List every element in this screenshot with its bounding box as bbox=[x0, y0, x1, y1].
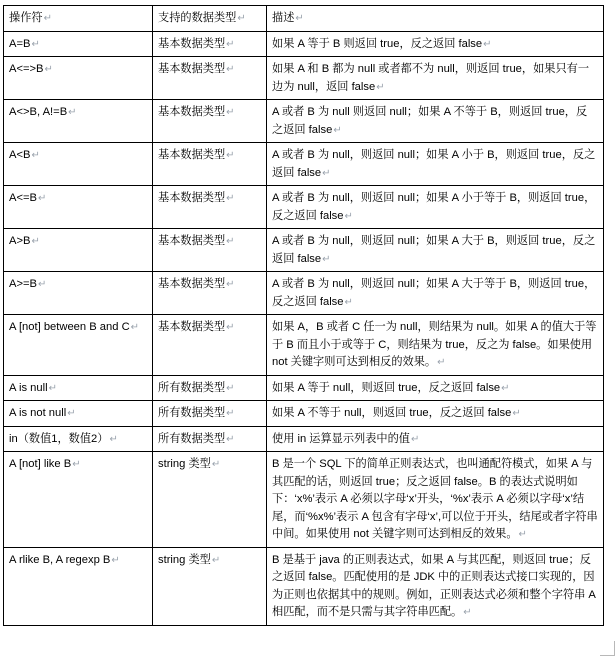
paragraph-mark-icon: ↵ bbox=[226, 433, 235, 445]
paragraph-mark-icon: ↵ bbox=[211, 459, 221, 470]
cell-operator-text: A is null bbox=[9, 381, 48, 394]
paragraph-mark-icon: ↵ bbox=[68, 107, 77, 118]
cell-datatype-text: 基本数据类型 bbox=[158, 149, 226, 161]
column-header-description-text: 描述 bbox=[272, 12, 295, 24]
paragraph-mark-icon: ↵ bbox=[333, 124, 342, 136]
cell-description-text: 如果 A，B 或者 C 任一为 null，则结果为 null。如果 A 的值大于等于 B 而且小于或等于 C，则结果为 true，反之为 false。如果使用 not 关键字则可达到相反的效果。 bbox=[272, 321, 597, 368]
table-row bbox=[4, 315, 604, 376]
cell-datatype bbox=[153, 401, 267, 427]
cell-operator-text: A<=B bbox=[9, 192, 37, 204]
cell-description-text: A 或者 B 为 null 则返回 null；如果 A 不等于 B，则返回 true，反之返回 false bbox=[272, 106, 588, 136]
hive-operators-table bbox=[3, 5, 604, 626]
paragraph-mark-icon: ↵ bbox=[72, 459, 81, 470]
cell-datatype-text: 所有数据类型 bbox=[158, 381, 226, 394]
cell-operator bbox=[4, 186, 153, 229]
cell-datatype bbox=[153, 452, 267, 548]
page-corner-mark-icon bbox=[600, 641, 615, 656]
table-row bbox=[4, 426, 604, 452]
cell-description-text: A 或者 B 为 null，则返回 null；如果 A 小于 B，则返回 true，反之返回 false bbox=[272, 149, 596, 179]
paragraph-mark-icon: ↵ bbox=[483, 38, 492, 50]
cell-datatype bbox=[153, 426, 267, 452]
cell-operator bbox=[4, 57, 153, 100]
table-row bbox=[4, 186, 604, 229]
paragraph-mark-icon: ↵ bbox=[226, 38, 235, 50]
paragraph-mark-icon: ↵ bbox=[226, 408, 235, 419]
paragraph-mark-icon: ↵ bbox=[344, 296, 353, 308]
cell-description bbox=[267, 401, 604, 427]
paragraph-mark-icon: ↵ bbox=[31, 38, 40, 50]
paragraph-mark-icon: ↵ bbox=[376, 81, 385, 93]
cell-description bbox=[267, 100, 604, 143]
paragraph-mark-icon: ↵ bbox=[44, 64, 53, 75]
document-page bbox=[0, 5, 615, 663]
paragraph-mark-icon: ↵ bbox=[111, 554, 120, 566]
paragraph-mark-icon: ↵ bbox=[211, 554, 221, 566]
column-header-operator-text: 操作符 bbox=[9, 12, 43, 24]
paragraph-mark-icon: ↵ bbox=[109, 433, 118, 445]
cell-datatype bbox=[153, 186, 267, 229]
table-row bbox=[4, 100, 604, 143]
cell-description bbox=[267, 229, 604, 272]
paragraph-mark-icon: ↵ bbox=[226, 64, 235, 75]
table-row bbox=[4, 31, 604, 57]
paragraph-mark-icon: ↵ bbox=[38, 279, 47, 290]
cell-datatype bbox=[153, 547, 267, 625]
cell-description bbox=[267, 57, 604, 100]
cell-operator-text: A rlike B, A regexp B bbox=[9, 553, 111, 566]
paragraph-mark-icon: ↵ bbox=[226, 322, 235, 333]
cell-description bbox=[267, 272, 604, 315]
paragraph-mark-icon: ↵ bbox=[48, 382, 57, 394]
paragraph-mark-icon: ↵ bbox=[226, 279, 235, 290]
cell-datatype-text: 基本数据类型 bbox=[158, 321, 226, 333]
cell-description bbox=[267, 186, 604, 229]
table-row bbox=[4, 452, 604, 548]
cell-datatype-text: string 类型 bbox=[158, 458, 211, 470]
cell-operator-text: A<B bbox=[9, 149, 31, 161]
cell-datatype bbox=[153, 100, 267, 143]
paragraph-mark-icon: ↵ bbox=[226, 193, 235, 204]
cell-description bbox=[267, 547, 604, 625]
cell-datatype bbox=[153, 143, 267, 186]
cell-datatype-text: 所有数据类型 bbox=[158, 432, 226, 445]
cell-operator-text: A [not] like B bbox=[9, 458, 72, 470]
cell-operator-text: in（数值1，数值2） bbox=[9, 432, 109, 445]
cell-operator-text: A>B bbox=[9, 235, 31, 247]
paragraph-mark-icon: ↵ bbox=[463, 607, 472, 618]
cell-datatype bbox=[153, 375, 267, 401]
cell-datatype-text: 所有数据类型 bbox=[158, 407, 226, 419]
cell-datatype-text: 基本数据类型 bbox=[158, 63, 226, 75]
cell-description bbox=[267, 426, 604, 452]
paragraph-mark-icon: ↵ bbox=[43, 13, 52, 24]
paragraph-mark-icon: ↵ bbox=[237, 13, 246, 24]
cell-datatype-text: 基本数据类型 bbox=[158, 235, 226, 247]
cell-operator-text: A [not] between B and C bbox=[9, 321, 130, 333]
cell-operator-text: A<=>B bbox=[9, 63, 44, 75]
cell-datatype bbox=[153, 31, 267, 57]
table-row bbox=[4, 143, 604, 186]
cell-operator bbox=[4, 100, 153, 143]
paragraph-mark-icon: ↵ bbox=[226, 107, 235, 118]
cell-datatype-text: 基本数据类型 bbox=[158, 192, 226, 204]
paragraph-mark-icon: ↵ bbox=[501, 382, 510, 394]
cell-operator-text: A is not null bbox=[9, 407, 67, 419]
cell-operator bbox=[4, 229, 153, 272]
cell-description-text: B 是基于 java 的正则表达式，如果 A 与其匹配，则返回 true；反之返回 false。匹配使用的是 JDK 中的正则表达式接口实现的，因为正则也依据其中的规则。例如，正则表达式必须和整个字符串 A 相匹配，而不是只需与其字符串匹配。 bbox=[272, 553, 596, 618]
cell-description bbox=[267, 315, 604, 376]
cell-datatype-text: 基本数据类型 bbox=[158, 278, 226, 290]
cell-description bbox=[267, 452, 604, 548]
column-header-datatype bbox=[153, 6, 267, 32]
cell-description bbox=[267, 143, 604, 186]
cell-description-text: A 或者 B 为 null，则返回 null；如果 A 大于 B，则返回 true，反之返回 false bbox=[272, 235, 596, 265]
cell-datatype-text: string 类型 bbox=[158, 553, 211, 566]
cell-operator-text: A=B bbox=[9, 37, 31, 50]
cell-description bbox=[267, 31, 604, 57]
table-header bbox=[4, 6, 604, 32]
table-row bbox=[4, 272, 604, 315]
column-header-datatype-text: 支持的数据类型 bbox=[158, 12, 237, 24]
paragraph-mark-icon: ↵ bbox=[226, 150, 235, 161]
cell-operator bbox=[4, 401, 153, 427]
cell-datatype-text: 基本数据类型 bbox=[158, 37, 226, 50]
table-header-row bbox=[4, 6, 604, 32]
cell-description-text: 如果 A 不等于 null，则返回 true，反之返回 false bbox=[272, 407, 512, 419]
cell-description-text: 如果 A 等于 null，则返回 true，反之返回 false bbox=[272, 381, 501, 394]
cell-operator bbox=[4, 452, 153, 548]
column-header-operator bbox=[4, 6, 153, 32]
cell-datatype bbox=[153, 315, 267, 376]
cell-operator bbox=[4, 31, 153, 57]
table-row bbox=[4, 57, 604, 100]
cell-description-text: 如果 A 和 B 都为 null 或者都不为 null，则返回 true，如果只有一边为 null，返回 false bbox=[272, 63, 590, 93]
paragraph-mark-icon: ↵ bbox=[411, 433, 420, 445]
table-body bbox=[4, 31, 604, 625]
paragraph-mark-icon: ↵ bbox=[322, 167, 331, 179]
paragraph-mark-icon: ↵ bbox=[38, 193, 47, 204]
paragraph-mark-icon: ↵ bbox=[226, 382, 235, 394]
paragraph-mark-icon: ↵ bbox=[31, 236, 40, 247]
paragraph-mark-icon: ↵ bbox=[437, 357, 446, 368]
paragraph-mark-icon: ↵ bbox=[344, 210, 353, 222]
cell-description-text: 如果 A 等于 B 则返回 true，反之返回 false bbox=[272, 37, 483, 50]
table-row bbox=[4, 375, 604, 401]
cell-operator bbox=[4, 375, 153, 401]
table-row bbox=[4, 229, 604, 272]
cell-datatype-text: 基本数据类型 bbox=[158, 106, 226, 118]
cell-datatype bbox=[153, 272, 267, 315]
cell-operator bbox=[4, 426, 153, 452]
cell-description-text: A 或者 B 为 null，则返回 null；如果 A 小于等于 B，则返回 true，反之返回 false bbox=[272, 192, 596, 222]
paragraph-mark-icon: ↵ bbox=[226, 236, 235, 247]
paragraph-mark-icon: ↵ bbox=[130, 322, 140, 333]
paragraph-mark-icon: ↵ bbox=[295, 13, 304, 24]
cell-operator-text: A>=B bbox=[9, 278, 37, 290]
cell-operator bbox=[4, 143, 153, 186]
paragraph-mark-icon: ↵ bbox=[322, 253, 331, 265]
cell-operator bbox=[4, 272, 153, 315]
cell-description-text: 使用 in 运算显示列表中的值 bbox=[272, 432, 410, 445]
table-row bbox=[4, 547, 604, 625]
paragraph-mark-icon: ↵ bbox=[31, 150, 40, 161]
paragraph-mark-icon: ↵ bbox=[512, 408, 521, 419]
cell-description-text: A 或者 B 为 null，则返回 null；如果 A 大于等于 B，则返回 true，反之返回 false bbox=[272, 278, 596, 308]
cell-description-text: B 是一个 SQL 下的简单正则表达式，也叫通配符模式，如果 A 与其匹配的话，则返回 true；反之返回 false。B 的表达式说明如下：‘x%’表示 A 必须以字母‘x’开头，‘%x’表示 A 必须以字母‘x’结尾，而‘%x%’表示 A 包含有字母‘x’,可以位于开头，结尾或者字符串中间。如果使用 not 关键字则可达到相反的效果。 bbox=[272, 458, 598, 540]
cell-operator bbox=[4, 547, 153, 625]
cell-datatype bbox=[153, 57, 267, 100]
table-row bbox=[4, 401, 604, 427]
cell-description bbox=[267, 375, 604, 401]
cell-operator-text: A<>B, A!=B bbox=[9, 106, 68, 118]
cell-datatype bbox=[153, 229, 267, 272]
cell-operator bbox=[4, 315, 153, 376]
paragraph-mark-icon: ↵ bbox=[67, 408, 76, 419]
paragraph-mark-icon: ↵ bbox=[518, 529, 527, 540]
column-header-description bbox=[267, 6, 604, 32]
